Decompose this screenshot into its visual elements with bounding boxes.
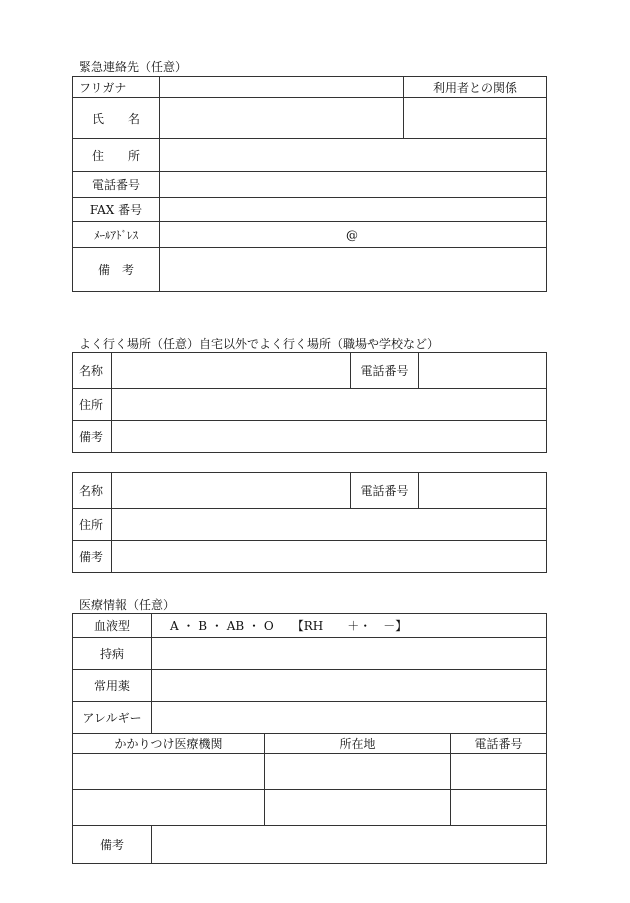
fax-label: FAX 番号 — [73, 198, 160, 222]
place-notes-field[interactable] — [112, 421, 547, 453]
notes-label: 備 考 — [73, 248, 160, 292]
furigana-field[interactable] — [160, 77, 404, 98]
place-notes-label: 備考 — [73, 421, 112, 453]
chronic-field[interactable] — [152, 638, 547, 670]
clinic-phone-header: 電話番号 — [451, 734, 547, 754]
place-notes-label: 備考 — [73, 541, 112, 573]
place-phone-field[interactable] — [419, 473, 547, 509]
phone-label: 電話番号 — [73, 172, 160, 198]
email-label: ﾒｰﾙｱﾄﾞﾚｽ — [73, 222, 160, 248]
relation-field[interactable] — [404, 98, 547, 139]
place-phone-label: 電話番号 — [351, 353, 419, 389]
place-address-label: 住所 — [73, 509, 112, 541]
medical-notes-field[interactable] — [152, 826, 547, 864]
clinic-name-field[interactable] — [73, 754, 265, 790]
email-at-sign: @ — [346, 227, 358, 242]
medication-field[interactable] — [152, 670, 547, 702]
relation-label: 利用者との関係 — [404, 77, 547, 98]
phone-field[interactable] — [160, 172, 547, 198]
location-header: 所在地 — [265, 734, 451, 754]
blood-type-options[interactable]: A ・ B ・ AB ・ O 【RH ＋・ －】 — [152, 614, 547, 638]
furigana-label: フリガナ — [73, 77, 160, 98]
place-phone-label: 電話番号 — [351, 473, 419, 509]
place-address-field[interactable] — [112, 389, 547, 421]
place-notes-field[interactable] — [112, 541, 547, 573]
emergency-section-title: 緊急連絡先（任意） — [79, 60, 188, 74]
medication-label: 常用薬 — [73, 670, 152, 702]
notes-field[interactable] — [160, 248, 547, 292]
emergency-contact-table — [72, 76, 547, 292]
clinic-phone-field[interactable] — [451, 790, 547, 826]
name-label: 氏 名 — [73, 98, 160, 139]
address-field[interactable] — [160, 139, 547, 172]
address-label: 住 所 — [73, 139, 160, 172]
place-table-1 — [72, 352, 547, 453]
place-address-field[interactable] — [112, 509, 547, 541]
medical-notes-label: 備考 — [73, 826, 152, 864]
chronic-label: 持病 — [73, 638, 152, 670]
clinic-location-field[interactable] — [265, 754, 451, 790]
place-name-field[interactable] — [112, 353, 351, 389]
name-field[interactable] — [160, 98, 404, 139]
place-name-label: 名称 — [73, 353, 112, 389]
fax-field[interactable] — [160, 198, 547, 222]
blood-type-label: 血液型 — [73, 614, 152, 638]
places-section-title: よく行く場所（任意）自宅以外でよく行く場所（職場や学校など） — [79, 337, 440, 351]
allergy-label: アレルギー — [73, 702, 152, 734]
clinic-header: かかりつけ医療機関 — [73, 734, 265, 754]
clinic-location-field[interactable] — [265, 790, 451, 826]
allergy-field[interactable] — [152, 702, 547, 734]
medical-section-title: 医療情報（任意） — [79, 598, 176, 612]
place-address-label: 住所 — [73, 389, 112, 421]
email-field[interactable] — [160, 222, 547, 248]
clinic-phone-field[interactable] — [451, 754, 547, 790]
place-name-label: 名称 — [73, 473, 112, 509]
medical-info-table — [72, 613, 547, 864]
clinic-name-field[interactable] — [73, 790, 265, 826]
place-name-field[interactable] — [112, 473, 351, 509]
place-table-2 — [72, 472, 547, 573]
place-phone-field[interactable] — [419, 353, 547, 389]
